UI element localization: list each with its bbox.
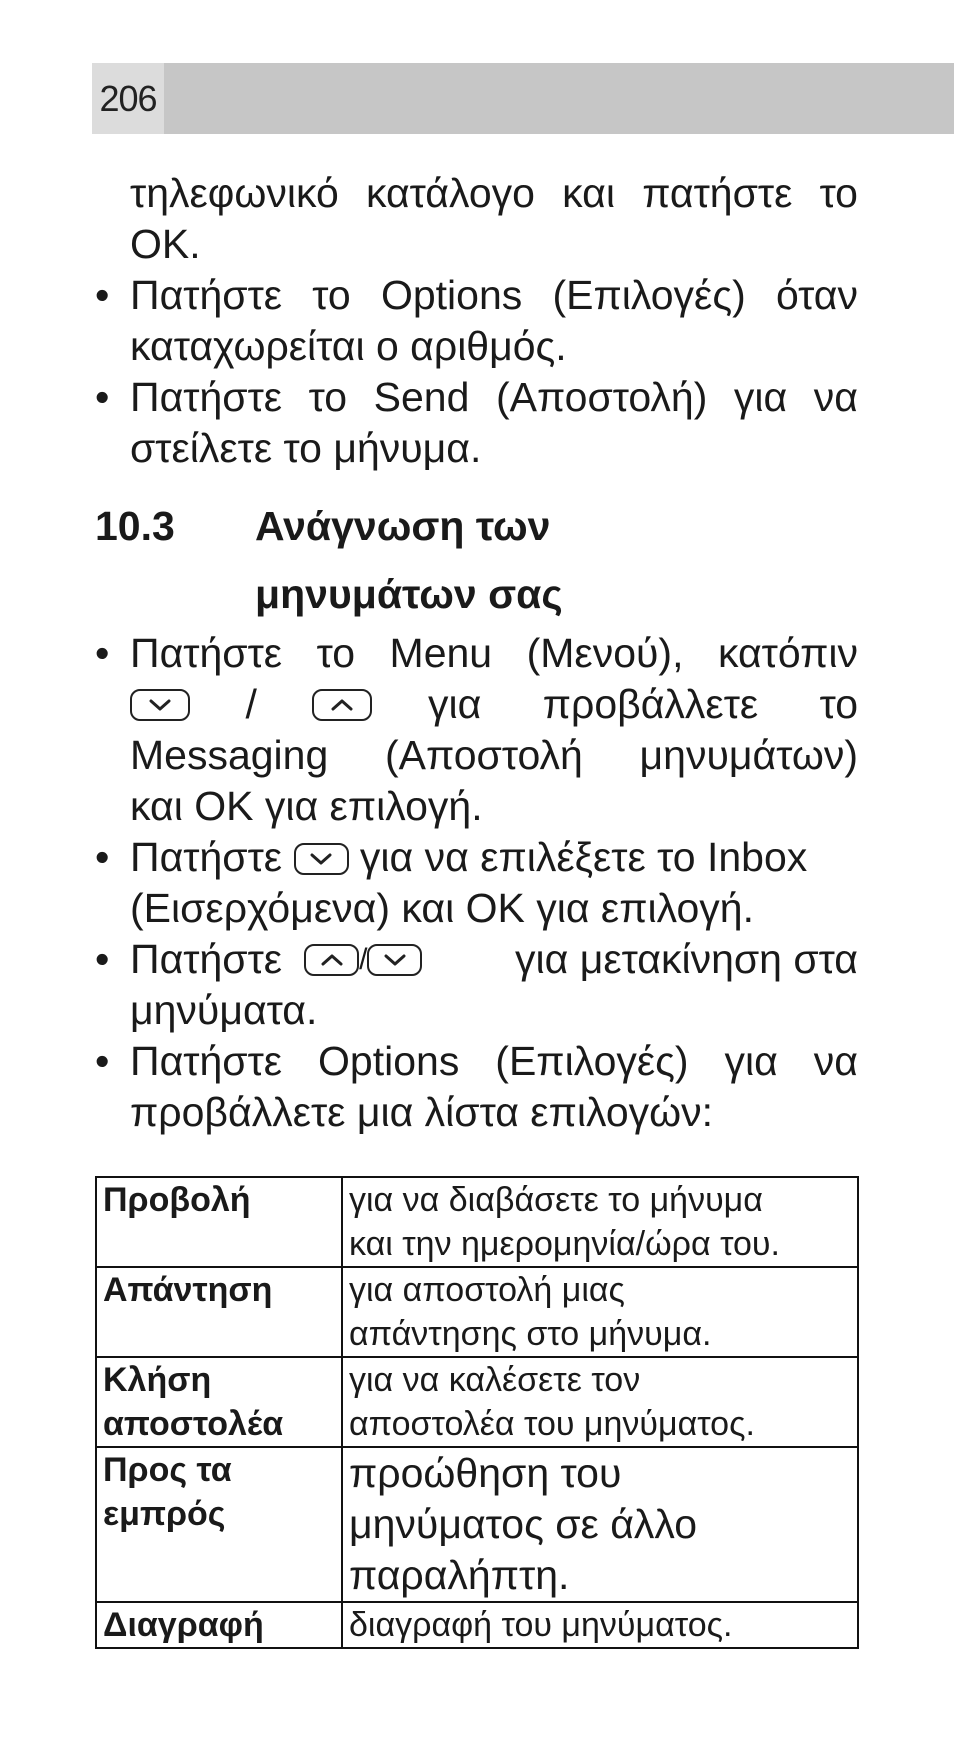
option-description-line: αποστολέα του μηνύματος. [349,1405,755,1443]
continuation-text [95,168,858,270]
option-name [96,1602,342,1648]
page-number: 206 [92,63,164,134]
step-text: Πατήστε [130,834,283,880]
step-line-with-keys [130,832,858,883]
option-description [342,1357,858,1447]
up-key-icon [304,944,359,976]
step-item: • Πατήστε Options (Επιλογές) για να προβάλλετε μια λίστα επιλογών: [95,1036,858,1138]
option-name-line: Κλήση [103,1361,212,1399]
section-title-line: μηνυμάτων σας [255,571,563,617]
option-name [96,1357,342,1447]
slash-separator: / [245,681,257,727]
down-key-icon [130,689,190,721]
step-line: • Πατήστε το Menu (Μενού), κατόπιν [130,630,858,676]
option-description-line: παραλήπτη. [349,1552,570,1598]
page-header-bar [92,63,954,134]
option-description-line: και την ημερομηνία/ώρα του. [349,1225,780,1263]
option-name [96,1447,342,1602]
section-number: 10.3 [95,503,175,549]
step-line: (Εισερχόμενα) και OK για επιλογή. [130,885,754,931]
step-item [95,628,858,832]
option-name-line: Προβολή [103,1181,251,1219]
option-description [342,1177,858,1267]
step-line: Messaging (Αποστολή μηνυμάτων) [130,732,858,778]
option-name-line: Απάντηση [103,1271,273,1309]
step-item [95,832,858,934]
continuation-line: τηλεφωνικό κατάλογο και πατήστε το [130,170,858,216]
options-table [95,1176,859,1649]
option-name-line: εμπρός [103,1495,226,1533]
table-row [96,1357,858,1447]
option-name-line: Διαγραφή [103,1606,264,1644]
table-row [96,1177,858,1267]
table-row [96,1447,858,1602]
option-name [96,1177,342,1267]
option-description-line: προώθηση του [349,1450,622,1496]
step-line-with-keys [130,679,858,730]
step-line: και OK για επιλογή. [130,783,483,829]
option-name [96,1267,342,1357]
option-description [342,1602,858,1648]
section-title [255,492,615,628]
down-key-icon [294,843,349,875]
bullet-item: • Πατήστε το Send (Αποστολή) για να στείλετε το μήνυμα. [95,372,858,474]
option-description-line: για να καλέσετε τον [349,1361,641,1399]
step-text: για μετακίνηση στα [515,936,858,982]
continuation-line: OK. [130,221,201,267]
option-description-line: για αποστολή μιας [349,1271,625,1309]
option-description-line: μηνύματος σε άλλο [349,1501,698,1547]
option-description-line: για να διαβάσετε το μήνυμα [349,1181,763,1219]
option-description-line: διαγραφή του μηνύματος. [349,1606,733,1644]
bullet-item: • Πατήστε το Options (Επιλογές) όταν καταχωρείται ο αριθμός. [95,270,858,372]
step-text: για προβάλλετε το [428,681,858,727]
down-key-icon [367,944,422,976]
step-text: • Πατήστε [130,936,283,982]
step-item [95,934,858,1036]
page-content [95,168,858,1138]
option-description-line: απάντησης στο μήνυμα. [349,1315,712,1353]
section-title-line: Ανάγνωση των [255,503,551,549]
step-text: για να επιλέξετε το Inbox [359,834,808,880]
option-description [342,1267,858,1357]
slash-separator: / [359,943,368,976]
section-heading [95,492,858,628]
option-name-line: αποστολέα [103,1405,284,1443]
table-row [96,1602,858,1648]
option-description [342,1447,858,1602]
option-name-line: Προς τα [103,1451,232,1489]
table-row [96,1267,858,1357]
step-line-with-keys [130,934,858,985]
up-key-icon [312,689,372,721]
step-line: μηνύματα. [130,987,318,1033]
